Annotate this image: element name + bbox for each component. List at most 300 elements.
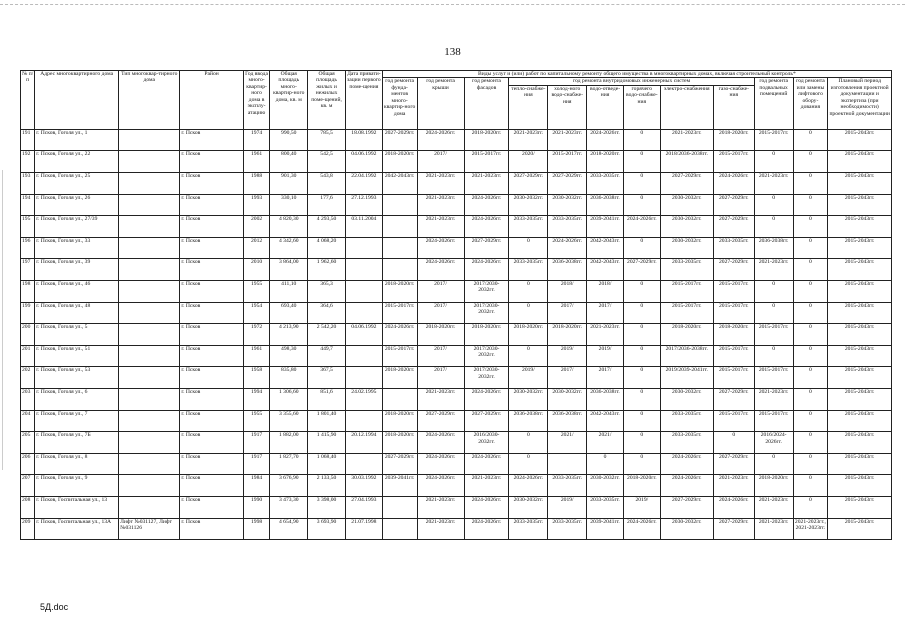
table-cell: 1 827,70 [270,453,308,475]
table-cell: г. Псков, Гоголя ул., 25 [35,173,119,195]
table-cell: 0 [623,151,660,173]
table-cell: 0 [509,302,548,324]
header-total-area: Общая площадь много-квартир-ного дома, кв. м [270,71,308,130]
table-cell: 449,7 [308,345,346,367]
table-cell: 3 693,90 [308,518,346,540]
table-cell: 207 [21,475,35,497]
table-cell: 0 [793,259,828,281]
table-row [21,281,892,303]
table-cell: 2027-2029гг. [713,388,754,410]
table-cell: 0 [509,345,548,367]
table-cell: 0 [754,453,793,475]
table-cell: 04.06.1992 [345,324,382,346]
table-cell: 2015-2043гг. [828,453,892,475]
table-cell: 2015-2017гг. [660,281,713,303]
table-row [21,518,892,540]
table-cell: Лифт №031127, Лифт №031126 [119,518,180,540]
header-basement: год ремонта подвальных помещений [754,78,793,129]
table-cell: 0 [754,302,793,324]
table-cell [119,345,180,367]
table-cell: 2024-2026гг. [417,432,464,454]
table-cell: 2018-2020гг. [382,410,417,432]
table-cell: 2024-2026гг. [464,216,509,238]
table-cell: 2018-2020гг. [382,151,417,173]
table-cell: 2033-2035гг. [660,410,713,432]
table-cell: 2017/2036-2038гг. [660,345,713,367]
table-cell: 2033-2035гг. [548,518,587,540]
table-cell: 1 415,90 [308,432,346,454]
table-cell: 201 [21,345,35,367]
table-cell: 693,40 [270,302,308,324]
table-row [21,475,892,497]
table-cell [119,129,180,151]
header-gas: газо-снабже-ния [713,85,754,129]
table-cell [119,302,180,324]
table-cell: 2033-2035гг. [660,432,713,454]
table-cell: 0 [587,453,624,475]
table-row [21,388,892,410]
table-cell: 2018-2020гг. [548,324,587,346]
table-cell: г. Псков [180,259,243,281]
table-cell: 0 [793,475,828,497]
table-cell: 2015-2043гг. [828,281,892,303]
table-cell: г. Псков [180,216,243,238]
table-cell: 2017/2030-2032гг. [464,281,509,303]
table-cell: 2015-2043гг. [828,432,892,454]
header-hot-water: горячего водо-снабже-ния [623,85,660,129]
table-cell: г. Псков, Гоголя ул., 26 [35,194,119,216]
table-cell: 2012 [243,237,270,259]
table-cell [119,496,180,518]
table-cell: 3 355,60 [270,410,308,432]
table-cell: 2039-2041гг. [587,216,624,238]
table-cell: 2030-2032гг. [548,388,587,410]
table-cell: 2027-2029гг. [548,173,587,195]
table-cell: 367,5 [308,367,346,389]
table-cell: 2018/2036-2038гг. [660,151,713,173]
table-cell: 2033-2035гг. [548,216,587,238]
table-cell: 2021-2023гг. [754,388,793,410]
table-cell: 2039-2041гг. [382,475,417,497]
table-cell [345,281,382,303]
table-cell: 0 [754,194,793,216]
table-cell: 2020/ [509,151,548,173]
table-cell: 2002 [243,216,270,238]
table-cell: 2030-2032гг. [660,518,713,540]
table-cell: г. Псков [180,194,243,216]
table-cell [345,410,382,432]
table-cell: 2015-2043гг. [828,410,892,432]
table-cell [119,367,180,389]
table-cell [382,518,417,540]
table-row [21,345,892,367]
table-cell: 4 820,30 [270,216,308,238]
table-cell: 2015-2043гг. [828,216,892,238]
table-cell: 0 [623,388,660,410]
table-cell: г. Псков [180,129,243,151]
table-cell: 2039-2041гг. [587,518,624,540]
table-cell: 2021-2023гг. [587,324,624,346]
table-cell: г. Псков, Гоголя ул., 53 [35,367,119,389]
table-cell: 2015-2017гг. [754,324,793,346]
table-cell: 2019/ [623,496,660,518]
table-cell: 2036-2038гг. [548,410,587,432]
table-cell [382,496,417,518]
table-cell: 2021-2023гг. [417,388,464,410]
table-cell: 1990 [243,496,270,518]
table-cell [119,432,180,454]
table-cell: 990,50 [270,129,308,151]
table-cell: 2015-2043гг. [828,237,892,259]
table-row [21,194,892,216]
table-cell: 2015-2017гг. [754,410,793,432]
table-cell [119,388,180,410]
table-cell: 1917 [243,453,270,475]
header-engineering-group: год ремонта внутридомовых инженерных систем [509,78,754,85]
table-cell: 364,6 [308,302,346,324]
table-cell: 24.02.1995 [345,388,382,410]
table-cell: 0 [793,432,828,454]
table-cell: г. Псков, Гоголя ул., 39 [35,259,119,281]
table-cell: 2036-2038гг. [587,388,624,410]
table-cell: 2021/ [587,432,624,454]
table-cell: 2027-2029гг. [464,237,509,259]
table-cell: 1955 [243,410,270,432]
table-cell: 21.07.1998 [345,518,382,540]
table-cell: 199 [21,302,35,324]
table-cell: 2018-2020гг. [754,475,793,497]
table-cell [119,281,180,303]
table-cell: 0 [623,324,660,346]
table-cell: 2015-2043гг. [828,129,892,151]
table-cell: 2024-2026гг. [464,388,509,410]
table-cell: 2024-2026гг. [713,173,754,195]
header-foundation: год ремонта фунда-ментов много-квартир-ного дома [382,78,417,129]
table-cell: 0 [623,410,660,432]
table-cell: 2042-2043гг. [382,173,417,195]
table-cell: 3 676,90 [270,475,308,497]
table-cell: г. Псков, Гоголя ул., 51 [35,345,119,367]
table-cell: 2018-2020гг. [382,432,417,454]
table-cell: 0 [509,432,548,454]
table-cell: 1993 [243,194,270,216]
table-cell: г. Псков [180,367,243,389]
table-cell: г. Псков [180,324,243,346]
table-cell: 2019/ [509,367,548,389]
table-cell: 193 [21,173,35,195]
table-cell: 2017/ [417,345,464,367]
table-cell: 30.03.1992 [345,475,382,497]
table-cell: г. Псков [180,281,243,303]
table-cell: 4 213,90 [270,324,308,346]
table-cell: 2036-2038гг. [509,410,548,432]
table-cell: 177,6 [308,194,346,216]
table-cell: 0 [793,281,828,303]
table-cell: 2016/2024-2026гг. [754,432,793,454]
table-cell: г. Псков, Госпитальная ул., 13А [35,518,119,540]
table-cell: г. Псков, Гоголя ул., 7Б [35,432,119,454]
table-cell: 0 [623,345,660,367]
table-cell: 2018-2020гг. [382,281,417,303]
table-cell: 1 068,40 [308,453,346,475]
table-cell: 2015-2043гг. [828,496,892,518]
header-num: № п/п [21,71,35,130]
header-electric: электро-снабжения [660,85,713,129]
table-cell: 2 133,50 [308,475,346,497]
header-cold-water: холод-ного водо-снабже-ния [548,85,587,129]
table-cell: 2017/2030-2032гг. [464,345,509,367]
table-cell: г. Псков [180,453,243,475]
table-row [21,324,892,346]
table-cell: 2015-2017гг. [660,302,713,324]
table-cell: 2030-2032гг. [509,496,548,518]
table-cell: 2018/ [587,281,624,303]
table-cell: 2033-2035гг. [587,496,624,518]
table-cell: 2024-2026гг. [464,259,509,281]
table-cell: 2033-2035гг. [587,173,624,195]
table-cell: 0 [793,216,828,238]
table-cell: 194 [21,194,35,216]
table-cell: г. Псков [180,432,243,454]
table-cell: 2021-2023гг. [660,129,713,151]
table-cell: 3 398,00 [308,496,346,518]
table-cell: 2030-2032гг. [587,475,624,497]
table-cell: 2015-2017гг. [713,281,754,303]
table-cell: 2017/ [417,302,464,324]
table-cell [119,237,180,259]
table-cell: 2027-2029гг. [713,216,754,238]
table-cell: 2015-2017гг. [754,129,793,151]
table-cell [119,453,180,475]
scan-top-edge [0,4,905,5]
table-row [21,410,892,432]
table-cell: 198 [21,281,35,303]
table-cell: 2030-2032гг. [660,388,713,410]
table-cell: 2027-2029гг. [660,173,713,195]
table-cell [382,388,417,410]
table-cell: 2021-2023гг., 2021-2023гг. [793,518,828,540]
table-cell [119,475,180,497]
table-cell: 0 [793,129,828,151]
table-cell [119,194,180,216]
table-cell: 2017/ [417,281,464,303]
table-cell: 2027-2029гг. [509,173,548,195]
table-cell: 1974 [243,129,270,151]
table-cell [345,367,382,389]
table-cell: 2015-2043гг. [828,302,892,324]
table-cell: 0 [793,151,828,173]
table-cell: 1955 [243,281,270,303]
table-cell: 2027-2029гг. [713,194,754,216]
table-cell [345,259,382,281]
table-cell: 2015-2017гг. [713,367,754,389]
table-cell: 0 [509,237,548,259]
table-cell: 0 [754,216,793,238]
table-cell: 2027-2029гг. [417,410,464,432]
table-cell: г. Псков [180,410,243,432]
table-cell: г. Псков, Гоголя ул., 5 [35,324,119,346]
table-cell: 2024-2026гг. [464,453,509,475]
page-number: 138 [444,46,461,58]
table-cell: 0 [754,151,793,173]
header-address: Адрес многоквартирного дома [35,71,119,130]
table-cell: 2027-2029гг. [382,129,417,151]
table-cell: 2018-2020гг. [660,324,713,346]
table-cell [119,173,180,195]
table-cell: 1 962,60 [308,259,346,281]
table-cell: 2015-2017гг. [713,302,754,324]
table-cell [382,237,417,259]
table-cell: 1 306,60 [270,388,308,410]
table-cell: 1972 [243,324,270,346]
table-cell: 901,30 [270,173,308,195]
table-cell: 192 [21,151,35,173]
table-cell: 498,30 [270,345,308,367]
table-cell: 0 [623,367,660,389]
table-cell: 2024-2026гг. [417,237,464,259]
table-cell [382,216,417,238]
table-cell: 2024-2026гг. [548,237,587,259]
table-cell: 2021-2023гг. [548,129,587,151]
table-cell: 1917 [243,432,270,454]
table-cell: 2024-2026гг. [623,518,660,540]
table-cell: 2033-2035гг. [660,259,713,281]
table-cell: 2017/ [417,367,464,389]
table-cell: 2024-2026гг. [587,129,624,151]
table-cell: г. Псков [180,173,243,195]
table-cell: 2021-2023гг. [754,259,793,281]
table-cell: г. Псков [180,151,243,173]
table-cell: 2024-2026гг. [660,475,713,497]
table-cell: 2030-2032гг. [660,194,713,216]
table-cell: 2018-2020гг. [713,129,754,151]
table-cell: 0 [623,173,660,195]
table-cell: 0 [793,194,828,216]
table-cell: 2027-2029гг. [623,259,660,281]
table-cell: 2033-2035гг. [509,216,548,238]
table-cell: 2024-2026гг. [382,324,417,346]
table-cell: 202 [21,367,35,389]
table-cell: 2024-2026гг. [464,518,509,540]
table-cell: 0 [793,388,828,410]
table-cell: г. Псков, Госпитальная ул., 13 [35,496,119,518]
table-cell: 1958 [243,367,270,389]
table-cell: 2021-2023гг. [713,475,754,497]
table-cell: 2018-2020гг. [417,324,464,346]
table-row [21,259,892,281]
table-cell: г. Псков, Гоголя ул., 9 [35,475,119,497]
table-cell: 206 [21,453,35,475]
table-cell [345,302,382,324]
table-row [21,173,892,195]
table-cell: 2021-2023гг. [754,518,793,540]
table-cell: 0 [623,281,660,303]
table-cell: 2024-2026гг. [509,475,548,497]
table-cell: 2027-2029гг. [660,496,713,518]
table-cell: 27.12.1993 [345,194,382,216]
header-sewer: водо-отведе-ния [587,85,624,129]
table-cell: г. Псков, Гоголя ул., 22 [35,151,119,173]
table-cell: 330,10 [270,194,308,216]
table-cell: 0 [623,453,660,475]
table-cell: 2018-2020гг. [623,475,660,497]
table-cell: 365,3 [308,281,346,303]
table-cell: 1998 [243,518,270,540]
table-cell: 204 [21,410,35,432]
table-cell [119,216,180,238]
table-row [21,367,892,389]
table-cell: 4 654,90 [270,518,308,540]
table-cell: 0 [623,237,660,259]
table-cell: 0 [793,496,828,518]
table-cell: 2021-2023гг. [417,194,464,216]
table-cell: 2024-2026гг. [417,129,464,151]
table-cell [345,345,382,367]
header-type: Тип многоквар-тирного дома [119,71,180,130]
table-cell: 0 [509,453,548,475]
table-cell: 2030-2032гг. [509,194,548,216]
table-cell: 2018-2020гг. [509,324,548,346]
table-cell: 2018-2020гг. [464,324,509,346]
table-cell [119,151,180,173]
table-cell: 2036-2038гг. [754,237,793,259]
table-row [21,151,892,173]
table-cell: 2015-2017гг. [754,367,793,389]
table-row [21,216,892,238]
header-planned-period: Плановый период изготовления проектной документации и экспертиза (при необходимости) проектной документации [828,78,892,129]
table-cell: 2024-2026гг. [713,496,754,518]
table-cell: 2021-2023гг. [417,496,464,518]
table-cell: 22.04.1992 [345,173,382,195]
table-cell: 2027-2029гг. [713,259,754,281]
table-cell: 800,40 [270,151,308,173]
capital-repair-table [20,70,892,540]
table-cell: 411,10 [270,281,308,303]
table-cell: г. Псков, Гоголя ул., 8 [35,453,119,475]
table-cell: г. Псков [180,237,243,259]
table-row [21,302,892,324]
table-cell [119,324,180,346]
table-cell: 2036-2038гг. [548,259,587,281]
table-cell: 0 [623,302,660,324]
table-cell [548,453,587,475]
table-cell: 2021-2023гг. [509,129,548,151]
table-cell: 0 [623,194,660,216]
table-cell: 0 [793,345,828,367]
table-cell: 2017/ [587,302,624,324]
table-cell: 0 [754,345,793,367]
table-cell: г. Псков [180,345,243,367]
table-cell: 2021-2023гг. [754,173,793,195]
table-cell: 2024-2026гг. [623,216,660,238]
table-cell: 2027-2029гг. [382,453,417,475]
table-cell: 2021-2023гг. [464,173,509,195]
table-cell: 2024-2026гг. [417,259,464,281]
table-cell: 2024-2026гг. [417,453,464,475]
table-cell [345,237,382,259]
table-cell: 0 [793,237,828,259]
table-cell [119,410,180,432]
table-cell: 2030-2032гг. [660,237,713,259]
table-cell: 2017/2030-2032гг. [464,302,509,324]
table-cell: 2015-2043гг. [828,259,892,281]
table-cell: 2015-2017гг. [713,345,754,367]
table-cell: 197 [21,259,35,281]
table-cell: 2024-2026гг. [417,475,464,497]
table-cell: 2033-2035гг. [548,475,587,497]
table-cell: 2015-2017гг. [382,302,417,324]
table-cell: 2015-2043гг. [828,194,892,216]
